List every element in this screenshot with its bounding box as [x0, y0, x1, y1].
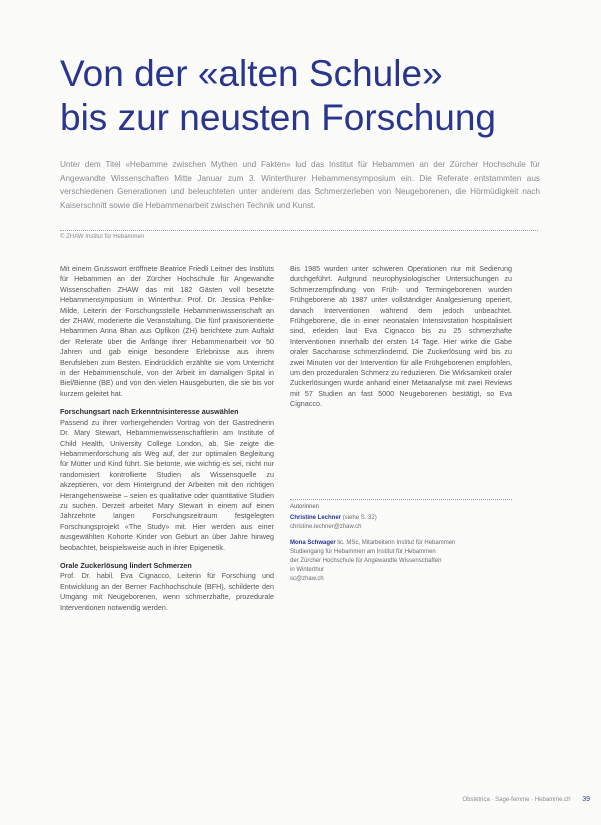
page-footer	[400, 796, 590, 803]
right-column	[290, 264, 512, 418]
title-line-1: Von der «alten Schule»	[60, 53, 443, 94]
author-1-role: (siehe S. 32)	[342, 515, 377, 521]
footer-publication: Obstetrica · Sage-femme · Hebamme.ch	[462, 797, 571, 803]
author-2-affiliation-2: der Zürcher Hochschule für Angewandte Wissenschaften	[290, 558, 442, 564]
left-paragraph-2: Passend zu ihrer vorhergehenden Vortrag von der Gastrednerin Dr. Mary Stewart, Hebammenwissenschaftlerin am Institute of Child Health, University College London, ab. Sie zeigte die Hebammenforschung als Weg auf, der zur optimalen Begleitung für Mütter und Kind führt. Sie betonte, wie wichtig es sei, nicht nur randomisiert kontrollierte Studien als Wissensquelle zu akzeptieren, vor dem Hintergrund der Arbeiten mit den richtigen Herangehensweise – seien es qualitative oder quantitative Studien zu suchen. Derzeit arbeitet Mary Stewart in einem auf einen Jahrzehnte langen Forschungszeitraum festgelegten Forschungsprojekt «The Study» mit. Hier werden aus einer ausgewählten Kohorte Kinder von Geburt an über Jahre hinweg beobachtet, beispielsweise auch in ihrer Epigenetik.	[60, 417, 274, 552]
author-2-role: lic. MSc, Mitarbeiterin Institut für Hebammen	[337, 540, 456, 546]
author-2-name: Mona Schwager	[290, 540, 336, 546]
author-2-email[interactable]: sc@zhaw.ch	[290, 576, 324, 582]
author-2-affiliation-1: Studiengang für Hebammen am Institut für Hebammen	[290, 549, 436, 555]
left-column	[60, 264, 274, 621]
author-1-email[interactable]: christine.lechner@zhaw.ch	[290, 524, 362, 530]
authors-divider	[290, 499, 512, 500]
left-paragraph-1: Mit einem Grusswort eröffnete Beatrice Friedli Leitner des Instituts für Hebammen an der Zürcher Hochschule für Angewandte Wissenschaften ZHAW das mit 182 Gästen voll besetzte Hebammensymposium in Winterthur. Prof. Dr. Jessica Pehlke-Milde, Leiterin der Forschungsstelle Hebammenwissenschaft an der ZHAW, moderierte die Veranstaltung. Die fünf praxisorientierte Hebammen Anna Bhan aus Opfikon (ZH) berichtete zum Auftakt der Referate über die Anfänge ihrer Hebammenarbeit vor 50 Jahren und gab einige besondere Erlebnisse aus ihrem Berufsleben zum Besten. Eindrücklich erzählte sie vom Unterricht in der Hebammenschule, von der Arbeit im damaligen Spital in Biel/Bienne (BE) und von den vielen Hausgeburten, die sie bis vor kurzem geleitet hat.	[60, 264, 274, 398]
page-number: 39	[582, 796, 590, 803]
right-paragraph-1: Bis 1985 wurden unter schweren Operationen nur mit Sedierung durchgeführt. Aufgrund neurophysiologischer Untersuchungen zu Schmerzempfindung von Früh- und Termingeborenen wurden Frühgeborene ab 1987 unter vollständiger Analgesierung operiert, danach Interventionen während dem jedoch unbeachtet. Frühgeborene, die in einer neonatalen Intensivstation hospitalisiert sind, erleiden laut Eva Cignacco bis zu 25 schmerzhafte Interventionen innerhalb der ersten 14 Tage. Hier wirke die Gabe oraler Saccharose schmerzlindernd. Die Zuckerlösung wird bis zu zwei Minuten vor der Intervention für alle Frühgeborenen empfohlen, um den prozeduralen Schmerz zu reduzieren. Die Wirksamkeit oraler Zuckerlösungen wurde anhand einer Metaanalyse mit zwei Reviews mit 57 Studien an fast 5000 Neugeborenen bestätigt, so Eva Cignacco.	[290, 264, 512, 409]
title-line-2: bis zur neusten Forschung	[60, 97, 497, 138]
left-paragraph-3: Prof. Dr. habil. Eva Cignacco, Leiterin für Forschung und Entwicklung an der Berner Fachhochschule (BFH), schilderte den Umgang mit Neugeborenen, wenn schmerzhafte, prozedurale Interventionen notwendig werden.	[60, 571, 274, 612]
author-box	[290, 503, 470, 584]
lead-paragraph: Unter dem Titel «Hebamme zwischen Mythen und Fakten» lud das Institut für Hebammen an der Zürcher Hochschule für Angewandte Wissenschaften Mitte Januar zum 3. Winterthurer Hebammensymposium ein. Die Referate entstammten aus verschiedenen Generationen und beleuchteten unter anderem das Schmerzerleben von Neugeborenen, die Hörmüdigkeit nach Kaiserschnitt sowie die Hebammenarbeit zwischen Technik und Kunst.	[60, 160, 540, 210]
author-1-name: Christine Lechner	[290, 515, 342, 521]
subheading-1: Forschungsart nach Erkenntnisinteresse auswählen	[60, 407, 239, 417]
article-title	[60, 52, 560, 140]
author-2-affiliation-3: in Winterthur	[290, 567, 325, 573]
authors-label: Autorinnen	[290, 504, 320, 510]
photo-credit: © ZHAW Institut für Hebammen	[60, 234, 145, 240]
byline-divider	[60, 230, 538, 231]
subheading-2: Orale Zuckerlösung lindert Schmerzen	[60, 560, 192, 570]
